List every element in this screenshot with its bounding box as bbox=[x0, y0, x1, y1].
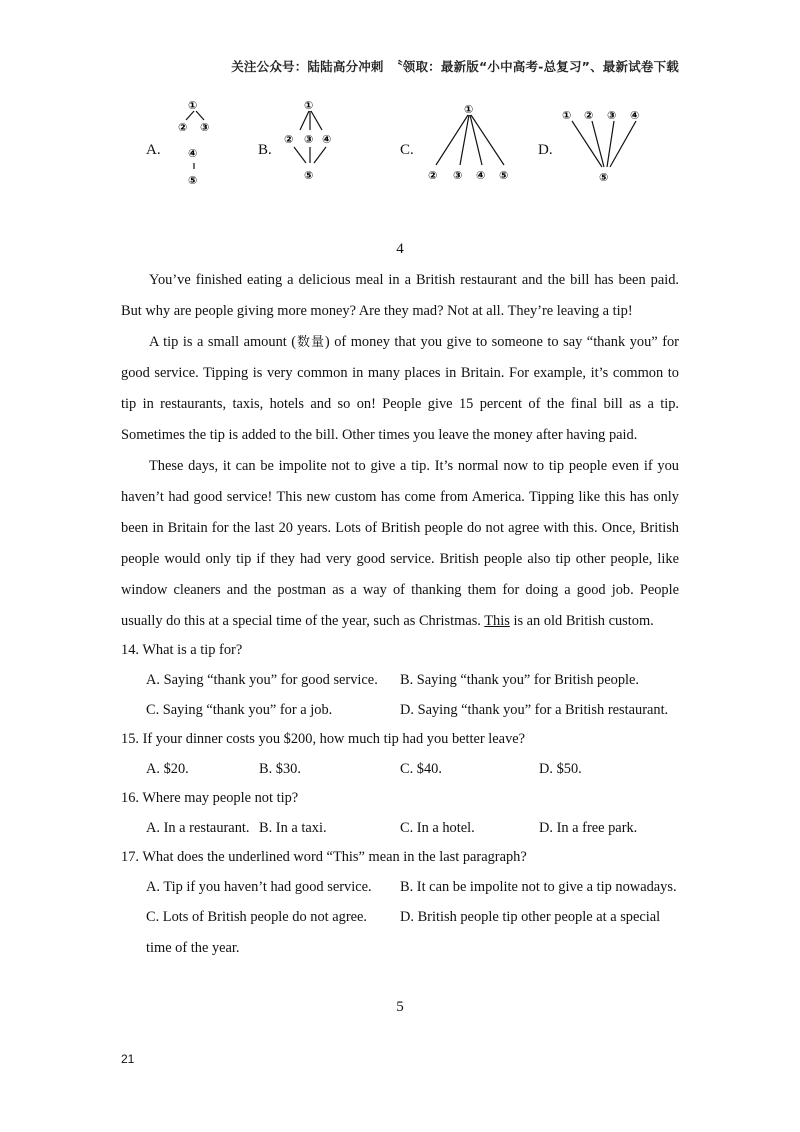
footer-page-number: 21 bbox=[121, 1052, 135, 1066]
diagram-d-node-2: ② bbox=[584, 109, 594, 122]
diagram-options bbox=[0, 95, 800, 195]
diagram-d bbox=[560, 95, 670, 190]
q16-option-b[interactable]: B. In a taxi. bbox=[259, 820, 327, 836]
q16-option-d[interactable]: D. In a free park. bbox=[539, 820, 638, 836]
q14-option-b[interactable]: B. Saying “thank you” for British people. bbox=[400, 672, 640, 688]
q16-option-c[interactable]: C. In a hotel. bbox=[400, 820, 475, 836]
q15-option-d[interactable]: D. $50. bbox=[539, 761, 582, 777]
diagram-d-node-5: ⑤ bbox=[599, 171, 609, 184]
question-14: 14. What is a tip for? bbox=[121, 642, 243, 658]
diagram-a-node-1: ① bbox=[188, 99, 198, 112]
diagram-a-node-5: ⑤ bbox=[188, 174, 198, 187]
q16-option-a[interactable]: A. In a restaurant. bbox=[146, 820, 250, 836]
q14-option-d[interactable]: D. Saying “thank you” for a British restaurant. bbox=[400, 702, 669, 718]
question-17: 17. What does the underlined word “This” mean in the last paragraph? bbox=[121, 849, 527, 865]
diagram-b-node-1: ① bbox=[304, 99, 314, 112]
diagram-a-label: A. bbox=[146, 142, 161, 158]
q17-option-d[interactable]: D. British people tip other people at a special bbox=[400, 909, 661, 925]
diagram-b-node-4: ④ bbox=[322, 133, 332, 146]
diagram-a-node-4: ④ bbox=[188, 147, 198, 160]
passage-paragraph-3: These days, it can be impolite not to give a tip. It’s normal now to tip people even if you haven’t had good service! This new custom has come from America. Tipping like this has only been in Britain for the last 20 years. Lots of British people do not agree with this. Once, British people would only tip if they had very good service. British people also tip other people, like window cleaners and the postman as a way of thanking them for doing a good job. People usually do this at a special time of the year, such as Christmas. This is an old British custom. bbox=[121, 458, 679, 629]
diagram-b-node-3: ③ bbox=[304, 133, 314, 146]
q15-option-b[interactable]: B. $30. bbox=[259, 761, 301, 777]
q15-option-c[interactable]: C. $40. bbox=[400, 761, 442, 777]
diagram-c-node-3: ③ bbox=[453, 169, 463, 182]
diagram-c bbox=[420, 95, 520, 190]
underlined-word-this: This bbox=[484, 613, 510, 629]
page-number-bottom: 5 bbox=[396, 999, 404, 1015]
diagram-c-node-5: ⑤ bbox=[499, 169, 509, 182]
q17-option-d-continued: time of the year. bbox=[146, 940, 240, 956]
diagram-d-node-4: ④ bbox=[630, 109, 640, 122]
header-banner: 关注公众号：陆陆高分冲刺 〝领取：最新版“小中高考-总复习”、最新试卷下载 bbox=[231, 59, 679, 74]
diagram-d-node-3: ③ bbox=[607, 109, 617, 122]
diagram-a-node-2: ② bbox=[178, 121, 188, 134]
diagram-b-label: B. bbox=[258, 142, 272, 158]
diagram-c-node-1: ① bbox=[464, 103, 474, 116]
page-number-top: 4 bbox=[396, 241, 404, 257]
question-15: 15. If your dinner costs you $200, how much tip had you better leave? bbox=[121, 731, 526, 747]
diagram-b-node-5: ⑤ bbox=[304, 169, 314, 182]
passage-paragraph-2: A tip is a small amount (数量) of money that you give to someone to say “thank you” for good service. Tipping is very common in many places in Britain. For example, it’s common to tip in restaurants, taxis, hotels and so on! People give 15 percent of the final bill as a tip. Sometimes the tip is added to the bill. Other times you leave the money after having paid. bbox=[121, 334, 679, 443]
diagram-a-node-3: ③ bbox=[200, 121, 210, 134]
diagram-c-node-4: ④ bbox=[476, 169, 486, 182]
diagram-b-node-2: ② bbox=[284, 133, 294, 146]
diagram-d-node-1: ① bbox=[562, 109, 572, 122]
passage-paragraph-1: You’ve finished eating a delicious meal in a British restaurant and the bill has been paid. But why are people giving more money? Are they mad? Not at all. They’re leaving a tip! bbox=[121, 272, 679, 319]
q14-option-c[interactable]: C. Saying “thank you” for a job. bbox=[146, 702, 333, 718]
question-16: 16. Where may people not tip? bbox=[121, 790, 299, 806]
diagram-b bbox=[280, 95, 340, 190]
q17-option-a[interactable]: A. Tip if you haven’t had good service. bbox=[146, 879, 372, 895]
diagram-d-label: D. bbox=[538, 142, 553, 158]
diagram-c-node-2: ② bbox=[428, 169, 438, 182]
q15-option-a[interactable]: A. $20. bbox=[146, 761, 189, 777]
diagram-c-label: C. bbox=[400, 142, 414, 158]
diagram-a bbox=[170, 95, 220, 190]
q17-option-b[interactable]: B. It can be impolite not to give a tip nowadays. bbox=[400, 879, 677, 895]
q14-option-a[interactable]: A. Saying “thank you” for good service. bbox=[146, 672, 378, 688]
q17-option-c[interactable]: C. Lots of British people do not agree. bbox=[146, 909, 368, 925]
